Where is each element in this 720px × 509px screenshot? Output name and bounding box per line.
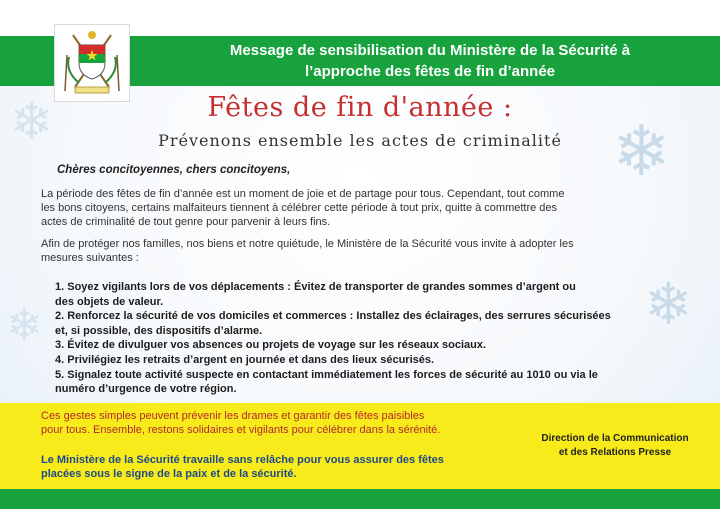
snowflake-icon: ❄ xyxy=(612,110,671,192)
footer-line: Le Ministère de la Sécurité travaille sans relâche pour vous assurer des fêtes xyxy=(41,454,444,466)
snowflake-icon: ❄ xyxy=(644,270,693,338)
measure-line: et, si possible, des dispositifs d’alarme. xyxy=(55,324,263,337)
snowflake-icon: ❄ xyxy=(10,92,54,152)
paragraph-line: mesures suivantes : xyxy=(41,252,139,264)
measure-line: des objets de valeur. xyxy=(55,295,164,308)
measures-list xyxy=(55,280,675,397)
measure-line: 5. Signalez toute activité suspecte en contactant immédiatement les forces de sécurité au 1010 ou via le xyxy=(55,368,598,381)
footer-line: placées sous le signe de la paix et de la sécurité. xyxy=(41,468,297,480)
intro-paragraph xyxy=(41,187,681,229)
measures-intro-paragraph xyxy=(41,237,681,265)
paragraph-line: La période des fêtes de fin d’année est un moment de joie et de partage pour tous. Cependant, tout comme xyxy=(41,188,565,200)
header-title-line: Message de sensibilisation du Ministère de la Sécurité à xyxy=(229,42,631,59)
footer-line: pour tous. Ensemble, restons solidaires et vigilants pour célébrer dans la sérénité. xyxy=(41,424,441,436)
greeting: Chères concitoyennes, chers concitoyens, xyxy=(57,164,291,176)
measure-line: 4. Privilégiez les retraits d’argent en journée et dans des lieux sécurisés. xyxy=(55,353,435,366)
paragraph-line: les bons citoyens, certains malfaiteurs tiennent à célébrer cette période à tout prix, quitte à commettre des xyxy=(41,202,558,214)
footer-message xyxy=(41,409,521,437)
coat-of-arms-emblem xyxy=(54,24,130,102)
measure-line: 1. Soyez vigilants lors de vos déplacements : Évitez de transporter de grandes sommes d’argent ou xyxy=(55,281,576,293)
direction-line: et des Relations Presse xyxy=(558,447,672,458)
page-subtitle: Prévenons ensemble les actes de criminalité xyxy=(158,131,562,150)
page-title: Fêtes de fin d'année : xyxy=(207,92,513,123)
snowflake-icon: ❄ xyxy=(6,300,43,351)
header-title-line: l’approche des fêtes de fin d’année xyxy=(304,63,556,80)
header-title xyxy=(150,40,710,82)
signature-direction xyxy=(530,432,700,460)
paragraph-line: actes de criminalité de tout genre pour parvenir à leurs fins. xyxy=(41,216,331,228)
burkina-coat-of-arms-icon xyxy=(55,25,129,101)
direction-line: Direction de la Communication xyxy=(541,433,689,444)
ministry-commitment xyxy=(41,453,521,481)
measure-line: 3. Évitez de divulguer vos absences ou projets de voyage sur les réseaux sociaux. xyxy=(55,339,487,352)
paragraph-line: Afin de protéger nos familles, nos biens et notre quiétude, le Ministère de la Sécurité vous invite à adopter les xyxy=(41,238,574,250)
bottom-band xyxy=(0,489,720,509)
measure-line: numéro d’urgence de votre région. xyxy=(55,383,237,396)
measure-line: 2. Renforcez la sécurité de vos domiciles et commerces : Installez des éclairages, des serrures sécurisées xyxy=(55,310,611,323)
footer-line: Ces gestes simples peuvent prévenir les drames et garantir des fêtes paisibles xyxy=(41,410,425,422)
